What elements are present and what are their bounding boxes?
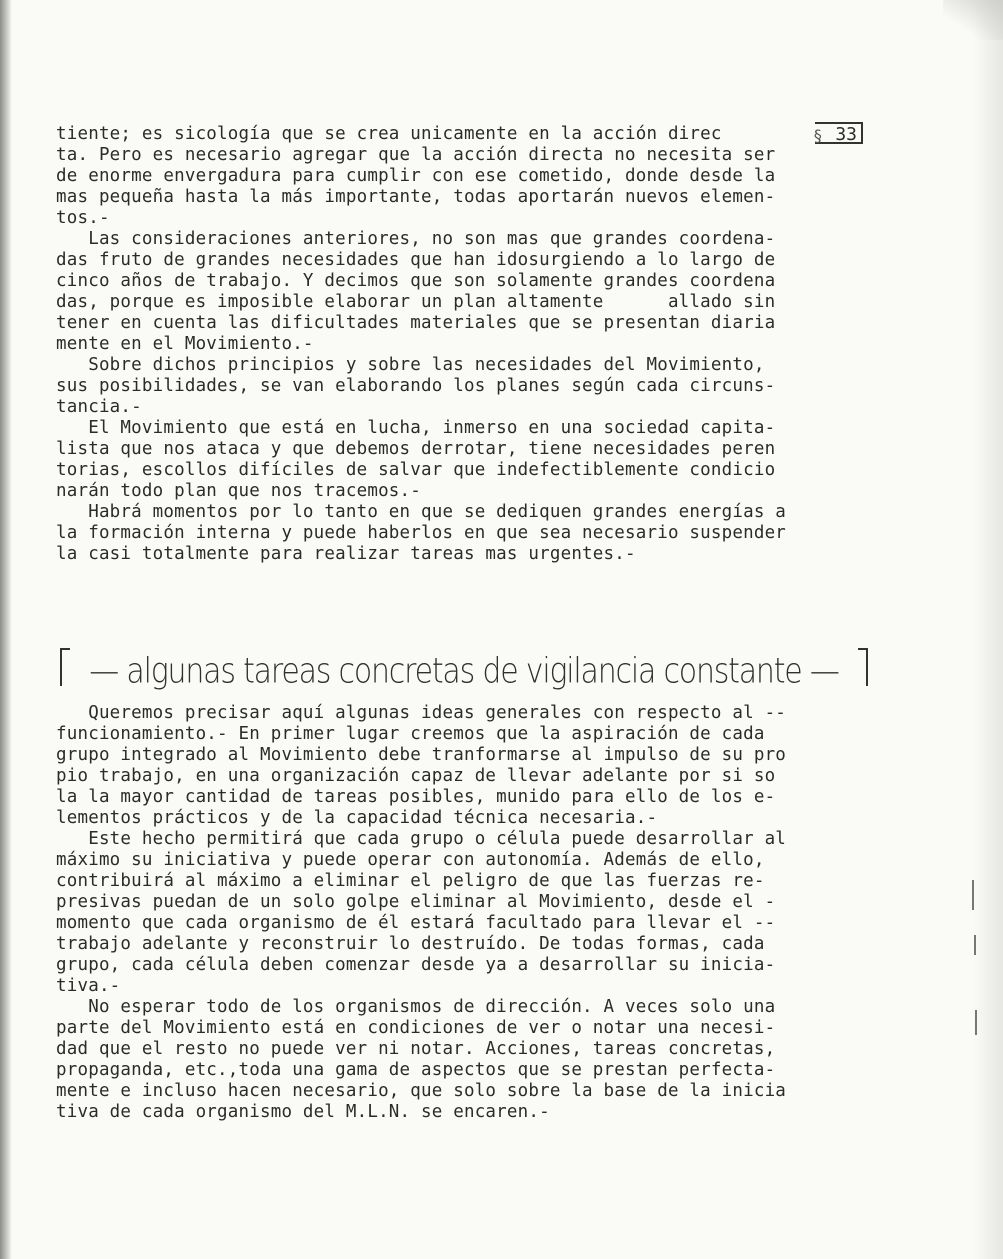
section-heading-frame [60,648,868,696]
text-line: Este hecho permitirá que cada grupo o célula puede desarrollar al [56,829,787,849]
text-line: tiente; es sicología que se crea unicamente en la acción direc [56,124,722,144]
scan-scratch-mark [975,1010,977,1035]
text-line: El Movimiento que está en lucha, inmerso en una sociedad capita- [56,418,776,438]
text-line: tos.- [56,208,110,228]
text-line: torias, escollos difíciles de salvar que indefectiblemente condicio [56,460,776,480]
text-line: de enorme envergadura para cumplir con ese cometido, donde desde la [56,166,776,186]
text-line: tener en cuenta las dificultades materiales que se presentan diaria [56,313,776,333]
text-line: presivas puedan de un solo golpe eliminar al Movimiento, desde el - [56,892,776,912]
body-text-top [56,124,876,565]
text-line: tiva de cada organismo del M.L.N. se encaren.- [56,1102,550,1122]
text-line: trabajo adelante y reconstruir lo destruído. De todas formas, cada [56,934,765,954]
text-line: Habrá momentos por lo tanto en que se dediquen grandes energías a [56,502,787,522]
text-line: contribuirá al máximo a eliminar el peligro de que las fuerzas re- [56,871,765,891]
body-text-bottom [56,703,876,1123]
page-number-value: 33 [835,124,857,145]
text-line: tiva.- [56,976,121,996]
scan-corner-shadow [943,0,1003,40]
text-line: momento que cada organismo de él estará facultado para llevar el -- [56,913,776,933]
text-line: Las consideraciones anteriores, no son mas que grandes coordena- [56,229,776,249]
text-line: narán todo plan que nos tracemos.- [56,481,422,501]
text-line: cinco años de trabajo. Y decimos que son solamente grandes coordena [56,271,776,291]
scan-right-edge-shadow [973,0,1003,1259]
text-line: ta. Pero es necesario agregar que la acción directa no necesita ser [56,145,776,165]
text-line: grupo integrado al Movimiento debe tranformarse al impulso de su pro [56,745,787,765]
text-line: tancia.- [56,397,142,417]
scan-scratch-mark [974,935,976,955]
scan-left-edge-shadow [0,0,12,1259]
text-line: la formación interna y puede haberlos en que sea necesario suspender [56,523,787,543]
text-line: máximo su iniciativa y puede operar con autonomía. Además de ello, [56,850,765,870]
text-line: la casi totalmente para realizar tareas mas urgentes.- [56,544,636,564]
text-line: das, porque es imposible elaborar un plan altamente allado sin [56,292,776,312]
section-heading: — algunas tareas concretas de vigilancia constante — [89,651,839,692]
text-line: mente en el Movimiento.- [56,334,314,354]
text-line: sus posibilidades, se van elaborando los planes según cada circuns- [56,376,776,396]
text-line: parte del Movimiento está en condiciones de ver o notar una necesi- [56,1018,776,1038]
text-line: mente e incluso hacen necesario, que solo sobre la base de la inicia [56,1081,787,1101]
text-line: Queremos precisar aquí algunas ideas generales con respecto al -- [56,703,787,723]
staple-mark-icon: § [813,126,823,145]
text-line: das fruto de grandes necesidades que han idosurgiendo a lo largo de [56,250,776,270]
text-line: No esperar todo de los organismos de dirección. A veces solo una [56,997,776,1017]
text-line: propaganda, etc.,toda una gama de aspectos que se prestan perfecta- [56,1060,776,1080]
text-line: Sobre dichos principios y sobre las necesidades del Movimiento, [56,355,765,375]
text-line: mas pequeña hasta la más importante, todas aportarán nuevos elemen- [56,187,776,207]
text-line: grupo, cada célula deben comenzar desde ya a desarrollar su inicia- [56,955,776,975]
text-line: lista que nos ataca y que debemos derrotar, tiene necesidades peren [56,439,776,459]
scan-scratch-mark [972,880,974,910]
text-line: lementos prácticos y de la capacidad técnica necesaria.- [56,808,658,828]
text-line: pio trabajo, en una organización capaz de llevar adelante por si so [56,766,776,786]
text-line: funcionamiento.- En primer lugar creemos que la aspiración de cada [56,724,765,744]
text-line: dad que el resto no puede ver ni notar. Acciones, tareas concretas, [56,1039,776,1059]
text-line: la la mayor cantidad de tareas posibles, munido para ello de los e- [56,787,776,807]
